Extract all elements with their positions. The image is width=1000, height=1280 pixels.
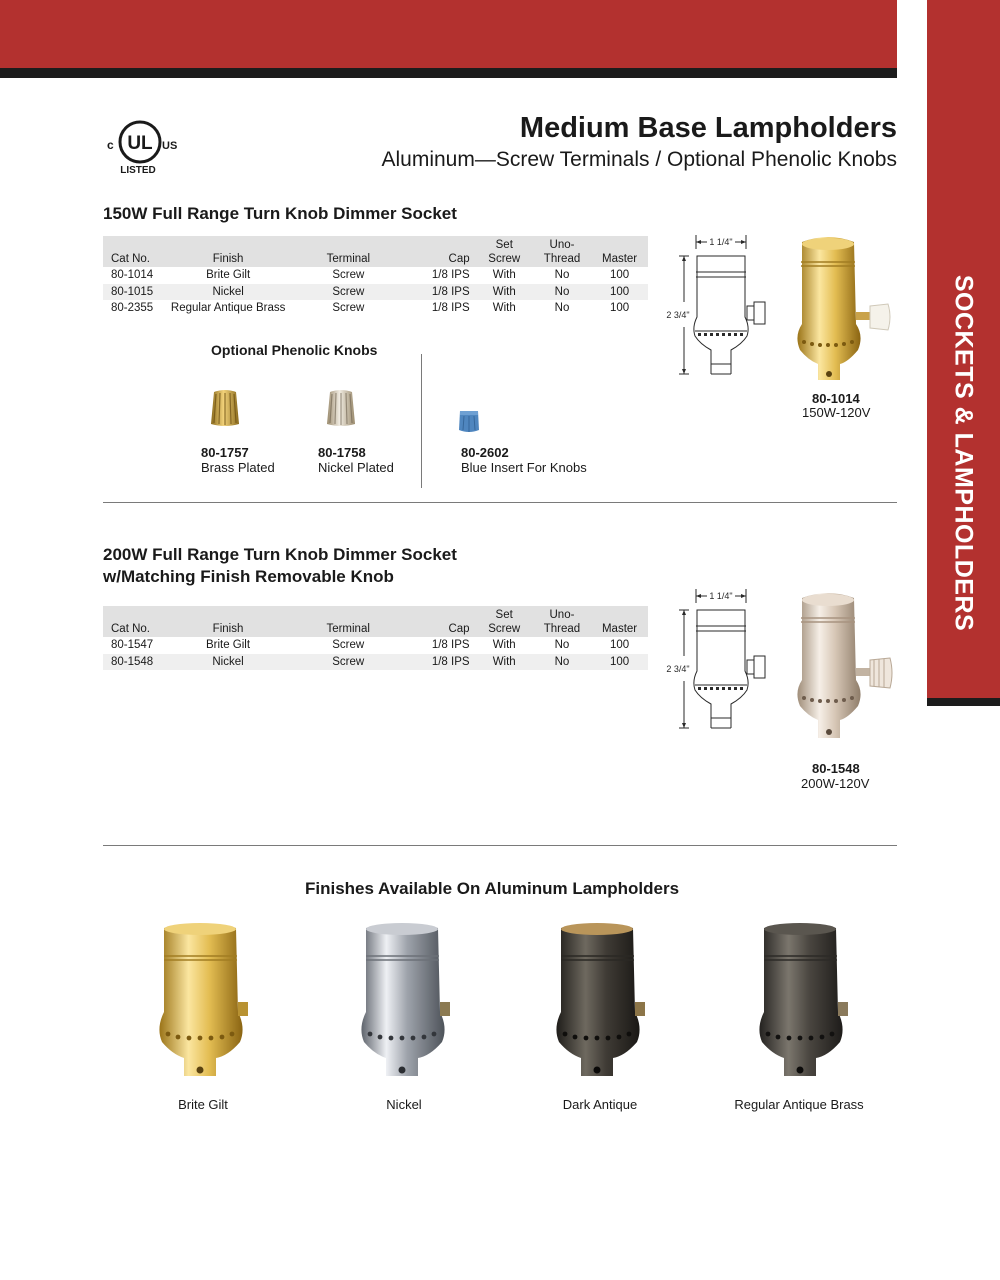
col-header: Set Screw — [476, 606, 533, 637]
table-row — [103, 637, 648, 654]
side-tab-label: SOCKETS & LAMPHOLDERS — [949, 274, 978, 632]
side-tab-rule — [927, 698, 1000, 706]
cell: 100 — [609, 269, 630, 281]
knob-number: 80-2602 — [461, 445, 509, 460]
cell: 1/8 IPS — [431, 639, 470, 651]
dimension-width: 1 1/4" — [709, 591, 733, 601]
cell: No — [533, 284, 591, 301]
cell: With — [492, 302, 516, 314]
header-rule — [0, 68, 897, 78]
col-header: Uno-Thread — [533, 236, 591, 267]
table-header-row — [103, 236, 648, 267]
cell: 100 — [591, 654, 648, 671]
product-number: 80-1014 — [812, 391, 860, 406]
cell: Brite Gilt — [205, 639, 251, 651]
page-title: Medium Base Lampholders — [519, 112, 897, 144]
dimension-drawing — [665, 586, 777, 736]
cell: 1/8 IPS — [408, 284, 476, 301]
table-row — [103, 654, 648, 671]
cell: 1/8 IPS — [408, 654, 476, 671]
product-number: 80-1548 — [812, 761, 860, 776]
section2-title-line2: w/Matching Finish Removable Knob — [103, 567, 394, 586]
col-header: Cap — [408, 236, 476, 267]
cell: 1/8 IPS — [431, 269, 470, 281]
col-header: Set Screw — [476, 236, 533, 267]
dimension-height: 2 3/4" — [666, 310, 690, 320]
table-row — [103, 284, 648, 301]
cell: Screw — [289, 284, 408, 301]
knob-desc: Nickel Plated — [318, 460, 394, 475]
finish-label: Nickel — [386, 1097, 422, 1112]
cell: 80-2355 — [111, 302, 154, 314]
section2-spec-table — [103, 606, 648, 670]
col-header: Master — [591, 236, 648, 267]
col-header: Finish — [167, 236, 289, 267]
col-header: Terminal — [289, 606, 408, 637]
cell: With — [492, 639, 516, 651]
table-header-row — [103, 606, 648, 637]
col-header: Master — [591, 606, 648, 637]
knob-brass-image — [206, 388, 244, 428]
cell: 80-1015 — [103, 284, 167, 301]
cell: 100 — [609, 302, 630, 314]
col-header: Cat No. — [103, 236, 167, 267]
col-header: Cap — [408, 606, 476, 637]
cell: No — [554, 269, 570, 281]
finish-photo-nickel — [358, 920, 458, 1085]
cell: With — [492, 269, 516, 281]
col-header: Finish — [167, 606, 288, 637]
header-band — [0, 0, 897, 68]
finish-label: Brite Gilt — [178, 1097, 228, 1112]
knob-number: 80-1757 — [201, 445, 249, 460]
section1-spec-table — [103, 236, 648, 317]
finish-photo-dark-antique — [553, 920, 653, 1085]
cell: 100 — [609, 639, 630, 651]
cell: Nickel — [167, 284, 289, 301]
finish-label: Regular Antique Brass — [734, 1097, 864, 1112]
product-photo-80-1014 — [792, 232, 904, 388]
col-header: Cat No. — [103, 606, 167, 637]
cell: Nickel — [167, 654, 288, 671]
cell: 80-1548 — [103, 654, 167, 671]
ul-logo-c: c — [107, 138, 114, 152]
knob-desc: Brass Plated — [201, 460, 275, 475]
page-subtitle: Aluminum—Screw Terminals / Optional Phenolic Knobs — [381, 148, 897, 171]
cell: Screw — [332, 269, 365, 281]
cell: Screw — [332, 302, 365, 314]
product-photo-80-1548 — [792, 588, 904, 748]
cell: No — [554, 302, 570, 314]
finish-photo-regular-antique-brass — [756, 920, 856, 1085]
product-rating: 200W-120V — [801, 776, 870, 791]
ul-logo-ul: UL — [127, 133, 153, 154]
cell: 100 — [591, 284, 648, 301]
cell: Screw — [332, 639, 365, 651]
section-divider — [103, 845, 897, 846]
knob-nickel-image — [322, 388, 360, 428]
finishes-title: Finishes Available On Aluminum Lampholders — [305, 879, 680, 898]
table-row — [103, 300, 648, 317]
dimension-height: 2 3/4" — [666, 664, 690, 674]
cell: 1/8 IPS — [431, 302, 470, 314]
cell: Brite Gilt — [206, 269, 251, 281]
dimension-drawing — [665, 232, 777, 382]
cell: Screw — [289, 654, 408, 671]
col-header: Uno-Thread — [533, 606, 591, 637]
cell: 80-1547 — [111, 639, 154, 651]
ul-listed-logo — [100, 116, 180, 178]
col-header: Terminal — [289, 236, 408, 267]
knob-number: 80-1758 — [318, 445, 366, 460]
ul-logo-listed: LISTED — [120, 165, 156, 176]
dimension-width: 1 1/4" — [709, 237, 733, 247]
cell: No — [554, 639, 570, 651]
section-divider — [103, 502, 897, 503]
cell: 80-1014 — [111, 269, 154, 281]
cell: With — [476, 284, 533, 301]
knob-separator — [421, 354, 422, 488]
cell: No — [533, 654, 591, 671]
ul-logo-us: US — [162, 140, 178, 152]
cell: With — [476, 654, 533, 671]
cell: Regular Antique Brass — [170, 302, 286, 314]
knobs-heading: Optional Phenolic Knobs — [211, 342, 378, 358]
finish-photo-brite-gilt — [156, 920, 256, 1085]
section2-title-line1: 200W Full Range Turn Knob Dimmer Socket — [103, 545, 457, 564]
knob-blue-insert-image — [456, 408, 482, 434]
table-row — [103, 267, 648, 284]
section1-title: 150W Full Range Turn Knob Dimmer Socket — [103, 204, 457, 223]
knob-desc: Blue Insert For Knobs — [461, 460, 587, 475]
product-rating: 150W-120V — [802, 405, 871, 420]
finish-label: Dark Antique — [562, 1097, 638, 1112]
